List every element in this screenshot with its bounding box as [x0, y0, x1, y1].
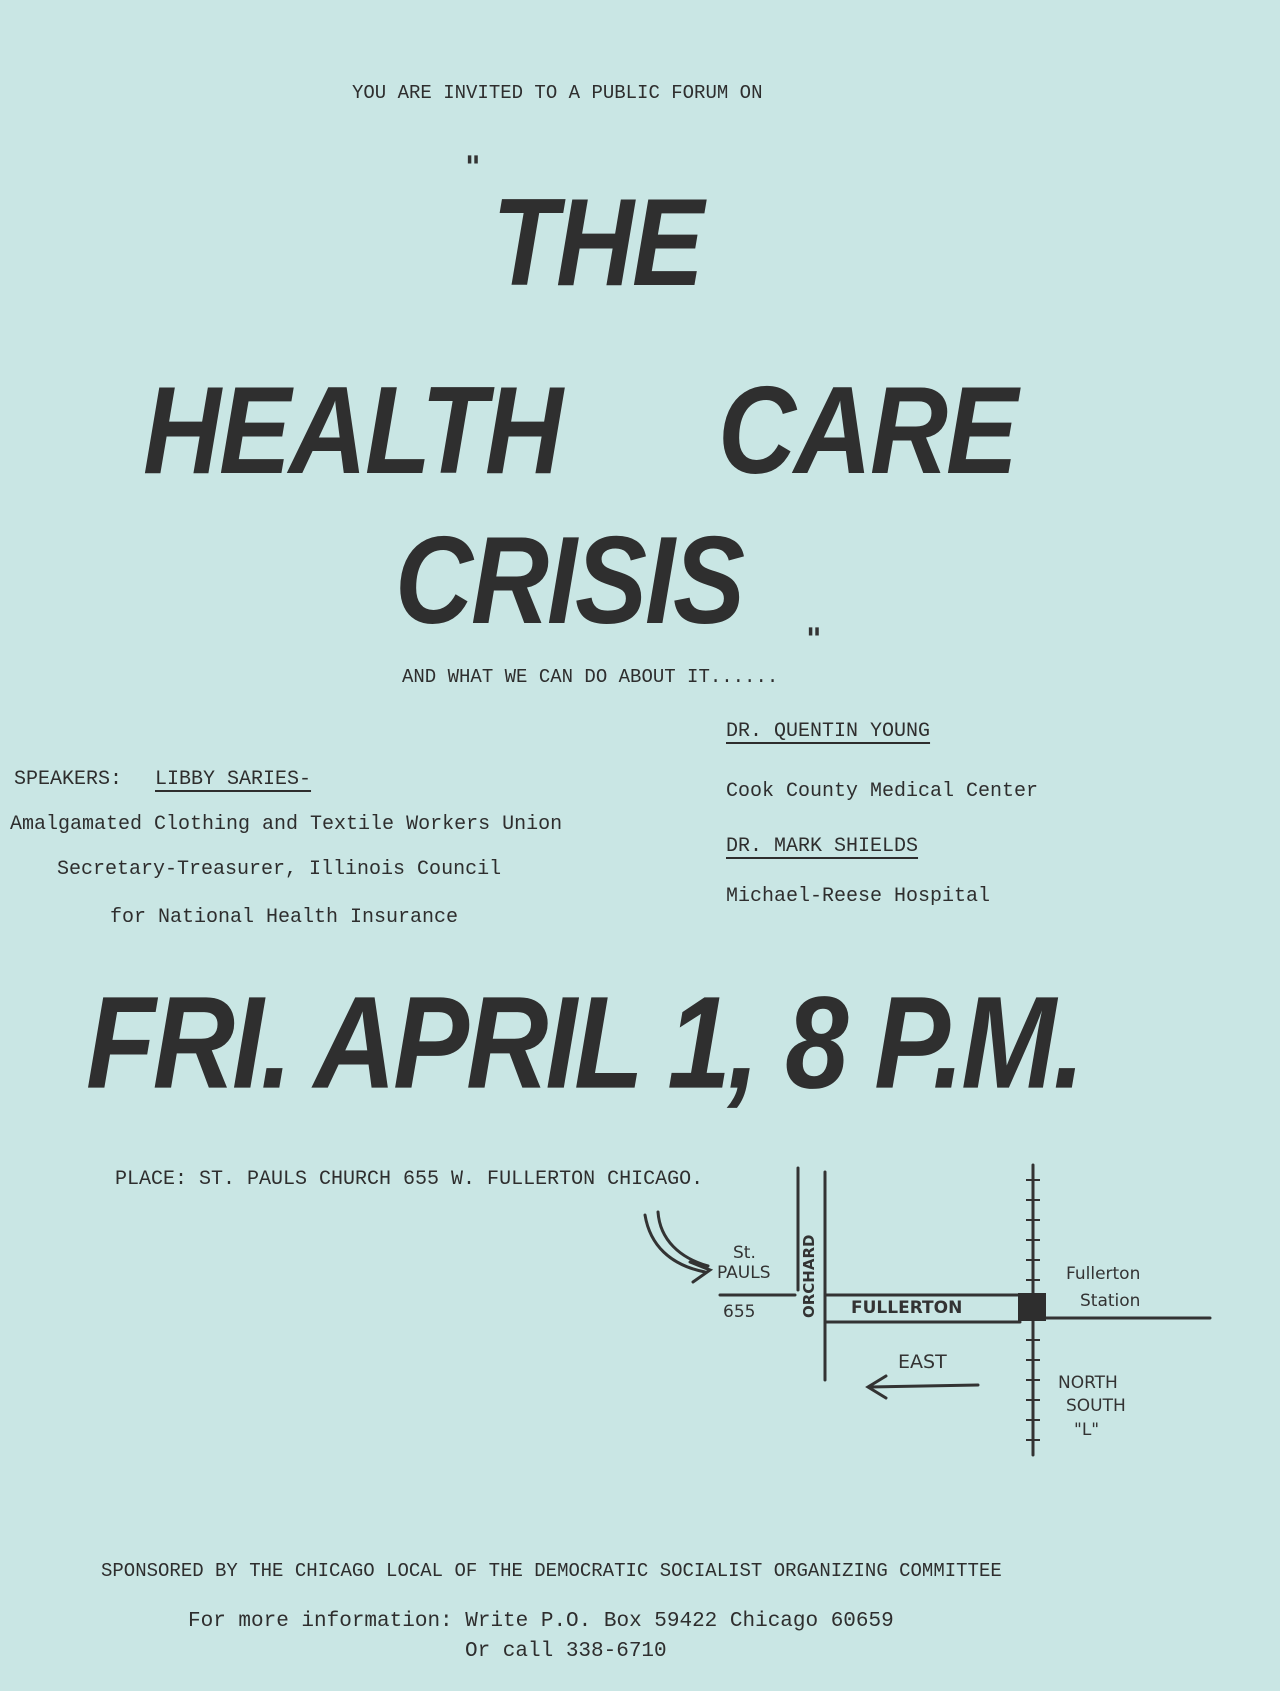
speaker-saries-line3: for National Health Insurance: [110, 906, 459, 929]
map-label-655: 655: [723, 1302, 756, 1322]
title-care: CARE: [718, 360, 1017, 500]
event-datetime: FRI. APRIL 1, 8 P.M.: [86, 970, 1082, 1117]
open-quote: ": [465, 150, 481, 185]
speaker-saries-line1: Amalgamated Clothing and Textile Workers Union: [10, 813, 563, 836]
speaker-shields-name: DR. MARK SHIELDS: [726, 835, 919, 858]
map-label-fullerton: FULLERTON: [851, 1298, 963, 1318]
invite-line: YOU ARE INVITED TO A PUBLIC FORUM ON: [352, 82, 763, 104]
speakers-label: SPEAKERS:: [14, 768, 123, 791]
subtitle: AND WHAT WE CAN DO ABOUT IT......: [402, 666, 779, 688]
close-quote: ": [806, 622, 822, 657]
map-label-north: NORTH: [1058, 1373, 1118, 1393]
map-label-pauls: PAULS: [717, 1263, 771, 1283]
speaker-young-name: DR. QUENTIN YOUNG: [726, 720, 931, 743]
title-the: THE: [492, 172, 702, 312]
event-place: PLACE: ST. PAULS CHURCH 655 W. FULLERTON CHICAGO.: [115, 1168, 704, 1191]
map-label-station-1: Fullerton: [1066, 1264, 1141, 1284]
map-label-station-2: Station: [1080, 1291, 1141, 1311]
speaker-young-affiliation: Cook County Medical Center: [726, 780, 1039, 803]
map-label-l: "L": [1074, 1420, 1100, 1440]
speaker-saries-name: LIBBY SARIES-: [155, 768, 312, 791]
title-crisis: CRISIS: [395, 510, 744, 650]
sponsor-line: SPONSORED BY THE CHICAGO LOCAL OF THE DEMOCRATIC SOCIALIST ORGANIZING COMMITTEE: [101, 1560, 1002, 1582]
call-line: Or call 338-6710: [465, 1640, 667, 1663]
map-label-st: St.: [733, 1243, 756, 1263]
map-label-orchard: ORCHARD: [800, 1234, 818, 1318]
title-health: HEALTH: [143, 360, 561, 500]
map-label-south: SOUTH: [1066, 1396, 1126, 1416]
info-line: For more information: Write P.O. Box 59422 Chicago 60659: [188, 1610, 894, 1633]
map-label-east: EAST: [898, 1351, 947, 1373]
speaker-shields-affiliation: Michael-Reese Hospital: [726, 885, 991, 908]
speaker-saries-line2: Secretary-Treasurer, Illinois Council: [57, 858, 502, 881]
